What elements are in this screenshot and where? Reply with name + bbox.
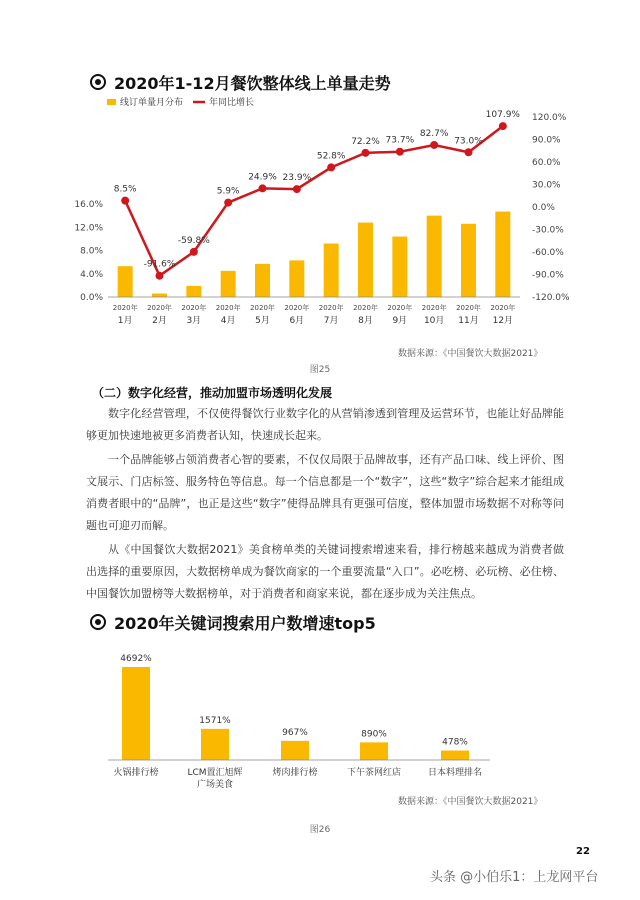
x-tick-month: 1月: [117, 316, 133, 326]
paragraph-3: 从《中国餐饮大数据2021》美食榜单类的关键词搜索增速来看，排行榜越来越成为消费者做出选择的重要原因，大数据榜单成为餐饮商家的一个重要流量“入口”。必吃榜、必玩榜、必住榜、中国餐饮加盟榜等大数据榜单，对于消费者和商家来说，都在逐步成为关注焦点。: [86, 543, 564, 600]
growth-data-label: 52.8%: [316, 151, 346, 162]
bar: [392, 237, 407, 297]
bar: [118, 266, 133, 297]
right-tick-label: -90.0%: [532, 270, 564, 281]
x-tick-month: 9月: [392, 316, 408, 326]
bar: [495, 212, 510, 297]
chart1-source: 数据来源：《中国餐饮大数据2021》: [398, 349, 543, 359]
right-tick-label: 90.0%: [532, 135, 561, 146]
right-tick-label: -60.0%: [532, 248, 564, 258]
growth-point: [362, 149, 370, 157]
x-tick-year: 2020年: [490, 304, 516, 312]
x-tick-year: 2020年: [147, 304, 172, 312]
bar: [281, 741, 309, 760]
monthly-orders-chart: [0, 0, 640, 340]
x-tick-month: 5月: [255, 316, 270, 326]
left-tick-label: 12.0%: [74, 223, 103, 234]
x-tick-year: 2020年: [456, 304, 481, 312]
right-tick-label: -120.0%: [532, 293, 570, 303]
growth-line: [125, 126, 503, 276]
x-tick-month: 12月: [492, 316, 514, 326]
watermark-text: 头条 @小伯乐1：上龙网平台: [430, 870, 599, 885]
bar-data-label: 1571%: [199, 715, 231, 726]
growth-data-label: 73.7%: [385, 135, 415, 146]
x-tick-year: 2020年: [318, 304, 344, 312]
x-tick-label: LCM置汇旭辉: [187, 768, 243, 778]
growth-point: [224, 199, 232, 207]
growth-data-label: 82.7%: [419, 128, 449, 139]
section-heading: （二）数字化经营，推动加盟市场透明化发展: [92, 386, 333, 400]
legend-bar-label: 线订单量月分布: [120, 98, 184, 108]
x-tick-year: 2020年: [112, 304, 138, 312]
growth-point: [259, 184, 267, 192]
growth-point: [430, 141, 438, 149]
bar: [441, 751, 469, 760]
bar: [201, 729, 229, 760]
growth-data-label: 8.5%: [113, 184, 137, 195]
paragraph-2: 一个品牌能够占领消费者心智的要素，不仅仅局限于品牌故事，还有产品口味、线上评价、图文展示、门店标签、服务特色等信息。每一个信息都是一个“数字”，这些“数字”综合起来才能组成消费者眼中的“品牌”，也正是这些“数字”使得品牌具有更强可信度，整体加盟市场数据不对称等问题也可迎刃而解。: [86, 453, 564, 532]
bar: [461, 224, 476, 297]
growth-line-series: [114, 110, 521, 280]
keyword-growth-chart: [0, 640, 640, 840]
x-axis-labels: [113, 766, 482, 790]
right-tick-label: -30.0%: [532, 225, 564, 236]
legend-line-label: 年同比增长: [209, 98, 255, 108]
growth-point: [465, 148, 473, 156]
x-tick-month: 6月: [289, 316, 305, 326]
bar: [360, 742, 388, 760]
bar-series: [120, 654, 469, 760]
bar-data-label: 890%: [361, 729, 387, 740]
chart1-caption: 图25: [309, 365, 331, 375]
left-axis: [74, 200, 103, 303]
x-tick-label: 日本料理排名: [427, 768, 483, 778]
bar: [358, 223, 373, 297]
x-tick-month: 2月: [152, 316, 167, 326]
right-tick-label: 60.0%: [532, 158, 561, 168]
x-tick-year: 2020年: [387, 304, 413, 312]
chart1-title: 2020年1-12月餐饮整体线上单量走势: [90, 70, 391, 94]
bar-data-label: 478%: [442, 737, 468, 748]
growth-data-label: 107.9%: [485, 110, 520, 121]
left-tick-label: 16.0%: [74, 200, 103, 210]
right-axis: [532, 113, 570, 303]
x-tick-label: 火锅排行榜: [113, 768, 159, 778]
bar: [122, 667, 150, 760]
growth-data-label: 72.2%: [351, 136, 380, 147]
legend-bar-swatch: [107, 99, 116, 105]
bar: [324, 244, 339, 297]
x-tick-label: 广场美食: [196, 780, 234, 790]
growth-data-label: -59.8%: [177, 235, 210, 246]
growth-point: [156, 272, 164, 280]
growth-data-label: -91.6%: [143, 259, 176, 270]
x-tick-label: 下午茶网红店: [346, 768, 402, 778]
growth-point: [396, 148, 404, 156]
right-tick-label: 30.0%: [532, 180, 561, 191]
x-tick-month: 11月: [458, 316, 479, 326]
growth-point: [327, 163, 335, 171]
chart2-source: 数据来源：《中国餐饮大数据2021》: [398, 797, 543, 807]
x-tick-year: 2020年: [284, 304, 310, 312]
bar-data-label: 4692%: [120, 654, 152, 664]
right-tick-label: 0.0%: [532, 203, 555, 213]
paragraph-1: 数字化经营管理，不仅使得餐饮行业数字化的从营销渗透到管理及运营环节，也能让好品牌能够更加快速地被更多消费者认知，快速成长起来。: [86, 407, 564, 442]
x-tick-month: 7月: [323, 316, 339, 326]
x-tick-month: 8月: [358, 316, 373, 326]
bar: [221, 271, 236, 297]
x-tick-year: 2020年: [353, 304, 378, 312]
bar: [427, 216, 442, 297]
x-tick-month: 10月: [423, 316, 445, 326]
chart1-legend: [107, 96, 254, 108]
x-tick-year: 2020年: [181, 304, 207, 312]
growth-data-label: 23.9%: [282, 173, 312, 184]
x-tick-year: 2020年: [421, 304, 447, 312]
chart2-title: 2020年关键词搜索用户数增速top5: [90, 610, 376, 634]
x-tick-label: 烤肉排行榜: [272, 768, 318, 778]
growth-point: [190, 248, 198, 256]
target-bullet-icon: [90, 614, 106, 630]
x-tick-year: 2020年: [250, 304, 275, 312]
x-tick-year: 2020年: [215, 304, 241, 312]
right-tick-label: 120.0%: [532, 113, 567, 123]
page-number: 22: [576, 846, 590, 857]
chart2-caption: 图26: [309, 825, 331, 835]
growth-point: [121, 197, 129, 205]
growth-data-label: 24.9%: [248, 172, 277, 183]
x-axis-labels: [113, 303, 515, 326]
left-tick-label: 4.0%: [80, 269, 103, 280]
bar-data-label: 967%: [282, 727, 308, 738]
left-tick-label: 0.0%: [80, 293, 103, 303]
bar-series: [118, 212, 511, 297]
bar: [255, 264, 270, 297]
bar: [289, 260, 304, 297]
left-tick-label: 8.0%: [80, 246, 103, 257]
bar: [152, 294, 167, 297]
x-tick-month: 4月: [220, 316, 236, 326]
bar: [186, 286, 201, 297]
growth-data-label: 5.9%: [216, 186, 240, 197]
growth-point: [293, 185, 301, 193]
growth-data-label: 73.0%: [454, 136, 483, 147]
growth-point: [499, 122, 507, 130]
x-tick-month: 3月: [186, 316, 202, 326]
